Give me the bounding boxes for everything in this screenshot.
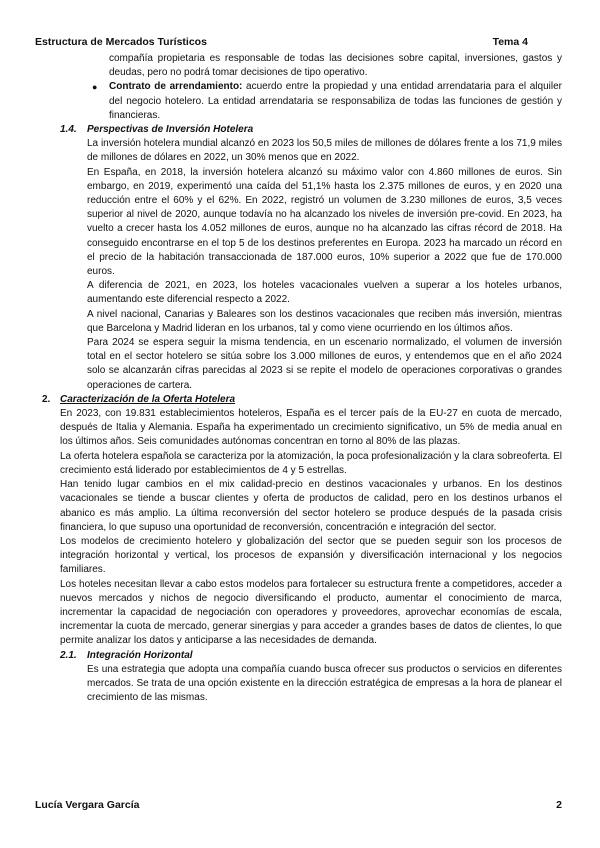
- paragraph: La oferta hotelera española se caracteriza por la atomización, la poca profesionalización y la clara sobreoferta. El crecimiento está liderado por establecimientos de 4 y 5 estrellas.: [60, 450, 562, 476]
- page-content: [0, 52, 600, 705]
- section-heading-2: [0, 393, 600, 407]
- intro-continuation: compañía propietaria es responsable de todas las decisiones sobre capital, inversiones, gastos y deudas, pero no podrá tomar decisiones de tipo operativo.: [109, 53, 562, 79]
- topic-label: Tema 4: [492, 36, 528, 48]
- paragraph: En 2023, con 19.831 establecimientos hoteleros, España es el tercer país de la EU-27 en cuota de mercado, después de Italia y Alemania. España ha experimentado un crecimiento significativo, un 5% de media anual en los últimos años. Seis comunidades autónomas concentran en torno al 80% de las plazas.: [60, 408, 562, 448]
- section-heading-2-1: [0, 649, 600, 663]
- section-heading-1-4: [0, 123, 600, 137]
- paragraph: Para 2024 se espera seguir la misma tendencia, en un escenario normalizado, el volumen de inversión total en el sector hotelero se sitúa sobre los 3.000 millones de euros, y entendemos que en el año 2024 solo se alcanzarán cifras parecidas al 2023 si se repite el modelo de operaciones corporativas o grandes operaciones de cartera.: [87, 337, 562, 391]
- page-number: 2: [556, 799, 562, 811]
- document-title: Estructura de Mercados Turísticos: [35, 36, 207, 48]
- section-title: Perspectivas de Inversión Hotelera: [87, 124, 254, 136]
- paragraph: Es una estrategia que adopta una compañía cuando busca ofrecer sus productos o servicios en diferentes mercados. Se trata de una opción existente en la dirección estratégica de empresas a la hora de planear el crecimiento de las mismas.: [87, 663, 562, 704]
- bullet-icon: ●: [92, 82, 98, 93]
- page-header: [35, 36, 528, 50]
- paragraph: Han tenido lugar cambios en el mix calidad-precio en destinos vacacionales y urbanos. En los destinos vacacionales se tiende a buscar clientes y oferta de productos de calidad, pero en los destinos urbanos el abanico es más amplio. La última reconversión del sector hotelero se produce después de la pasada crisis financiera, lo que supuso una oportunidad de reconversión, concentración e integración del sector.: [60, 479, 562, 533]
- section-number: 1.4.: [60, 124, 77, 136]
- section-number: 2.1.: [60, 649, 77, 661]
- bullet-term: Contrato de arrendamiento:: [109, 81, 243, 93]
- page-footer: [35, 799, 562, 813]
- paragraph: En España, en 2018, la inversión hotelera alcanzó su máximo valor con 4.860 millones de euros. Sin embargo, en 2019, experimentó una caída del 51,1% hasta los 2.375 millones de euros, y en 2020 una reducción entre el 60% y el 62%. En 2022, registró un volumen de 3.230 millones de euros, 3,5 veces superior al nivel de 2020, aunque todavía no ha alcanzado los niveles de inversión pre-covid. En 2023, ha vuelto a crecer hasta los 4.052 millones de euros, aunque no ha alcanzado las cifras récord de 2018. Ha conseguido encontrarse en el top 5 de los destinos preferentes en Europa. 2023 ha marcado un récord en el precio de la habitación transaccionada de 187.000 euros, 10% superior a 2022 que fue de 170.000 euros.: [87, 166, 562, 278]
- section-number: 2.: [42, 393, 51, 405]
- paragraph: A diferencia de 2021, en 2023, los hoteles vacacionales vuelven a superar a los hoteles urbanos, aumentando este diferencial respecto a 2022.: [87, 280, 562, 306]
- section-title: Integración Horizontal: [87, 649, 193, 661]
- paragraph: La inversión hotelera mundial alcanzó en 2023 los 50,5 miles de millones de dólares frente a los 71,9 miles de millones de dólares en 2022, un 30% menos que en 2022.: [87, 138, 562, 164]
- paragraph: Los modelos de crecimiento hotelero y globalización del sector que se pueden seguir son los procesos de integración horizontal y vertical, los procesos de expansión y diversificación internacional y los negocios familiares.: [60, 535, 562, 576]
- author-name: Lucía Vergara García: [35, 799, 140, 811]
- bullet-text: acuerdo entre la propiedad y una entidad arrendataria para el alquiler del negocio hotelero. La entidad arrendataria se responsabiliza de todas las funciones de gestión y financieras.: [109, 81, 562, 121]
- paragraph: Los hoteles necesitan llevar a cabo estos modelos para fortalecer su estructura frente a competidores, acceder a nuevos mercados y nichos de negocio diversificando el producto, aumentar el conocimiento de marca, incrementar la capacidad de negociación con operadores y proveedores, aprovechar economías de escala, incrementar la cuota de mercado, generar sinergias y para acceder a grandes bases de datos de clientes, lo que permite analizar los datos y anticiparse a las necesidades de demanda.: [60, 578, 562, 647]
- section-title: Caracterización de la Oferta Hotelera: [60, 393, 236, 405]
- bullet-paragraph: [109, 80, 562, 123]
- paragraph: A nivel nacional, Canarias y Baleares son los destinos vacacionales que reciben más inversión, mientras que Barcelona y Madrid lideran en los urbanos, tal y como viene ocurriendo en los últimos años.: [87, 308, 562, 334]
- bullet-item-lease: [0, 80, 600, 123]
